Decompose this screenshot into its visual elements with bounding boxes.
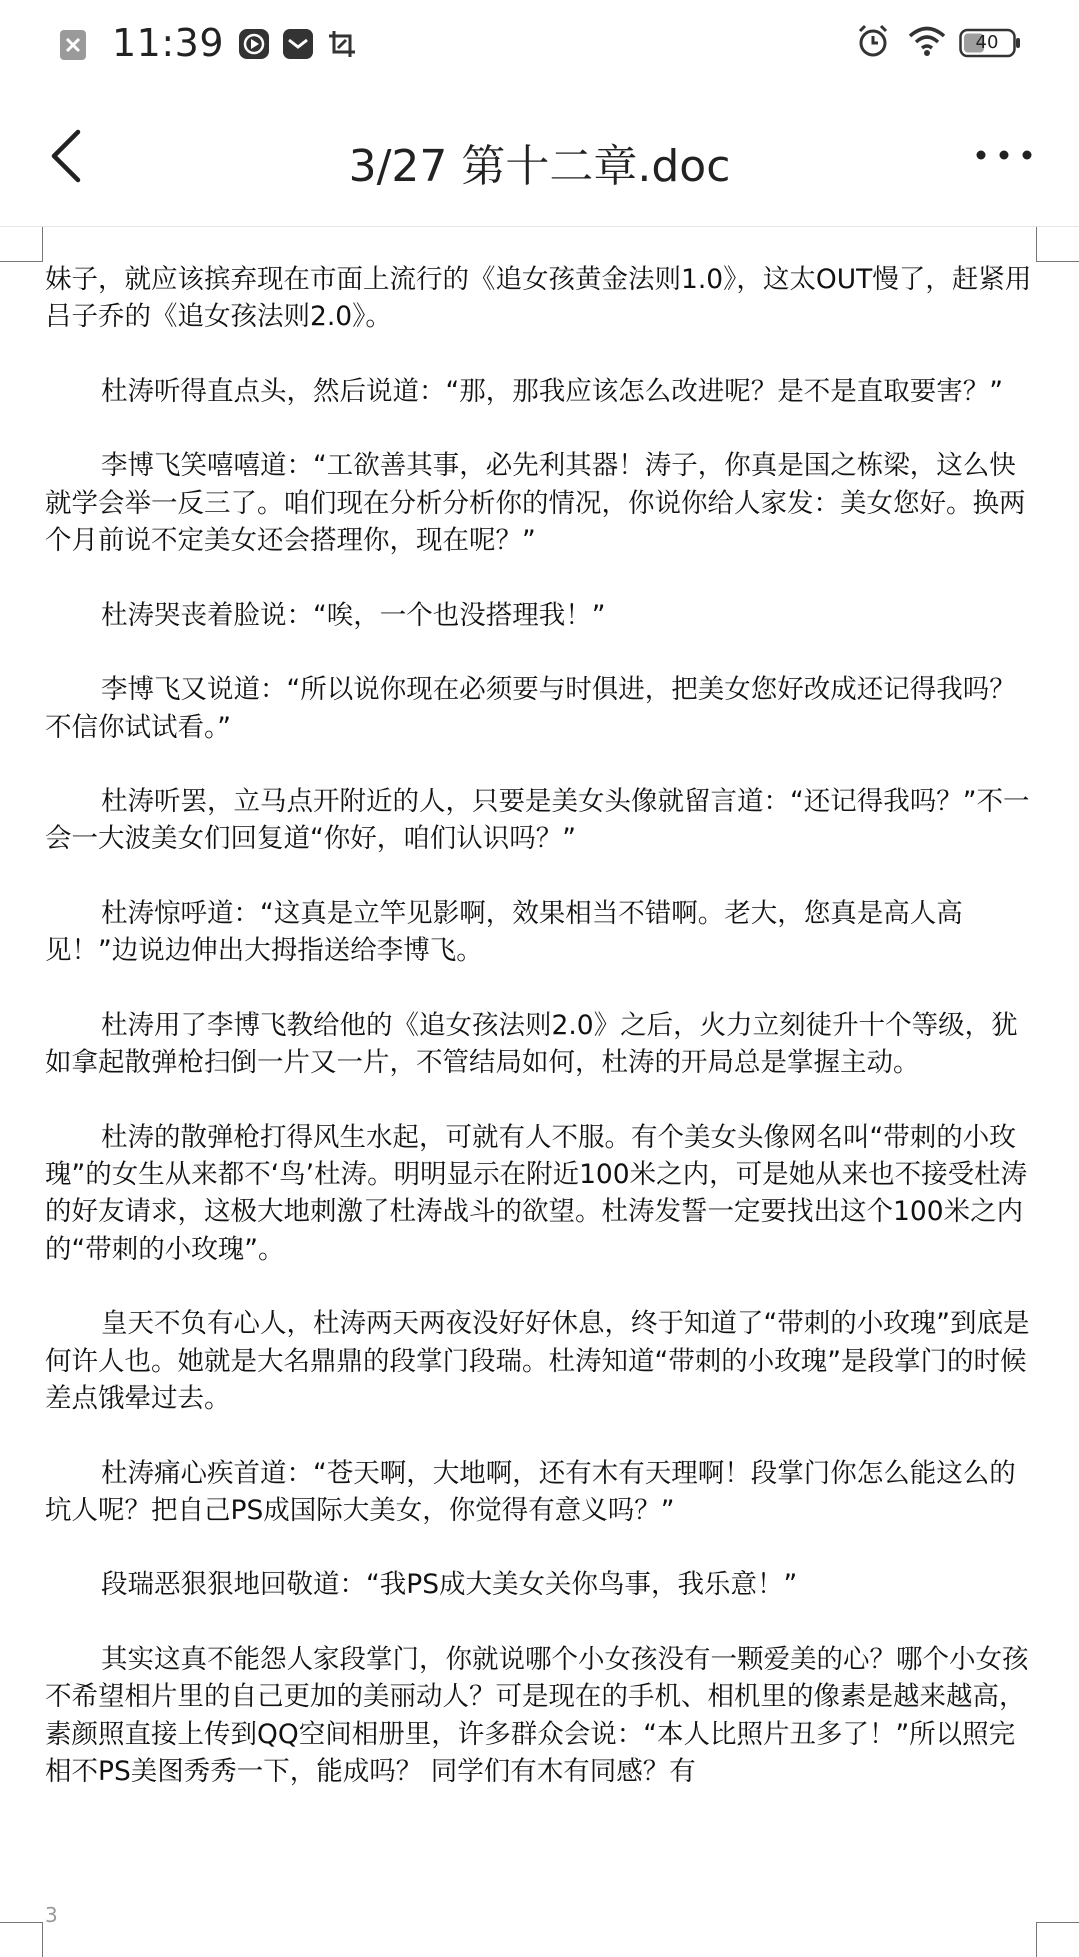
play-icon: [238, 28, 268, 58]
page-corner-mark: [0, 1922, 43, 1957]
paragraph: 杜涛用了李博飞教给他的《追女孩法则2.0》之后，火力立刻徒升十个等级，犹如拿起散弹枪扫倒一片又一片，不管结局如何，杜涛的开局总是掌握主动。: [45, 1009, 1018, 1079]
paragraph: 杜涛痛心疾首道：“苍天啊，大地啊，还有木有天理啊！段掌门你怎么能这么的坑人呢？把自己PS成国际大美女，你觉得有意义吗？”: [45, 1457, 1016, 1526]
notification-x-icon: [58, 28, 88, 58]
status-bar-right: [855, 20, 1021, 66]
battery-level: 40: [975, 32, 999, 53]
status-bar-left: [58, 18, 370, 68]
page-corner-mark: [1036, 1922, 1079, 1957]
alarm-icon: [855, 23, 891, 63]
paragraph: 其实这真不能怨人家段掌门，你就说哪个小女孩没有一颗爱美的心？哪个小女孩不希望相片里的自己更加的美丽动人？可是现在的手机、相机里的像素是越来越高，素颜照直接上传到QQ空间相册里，许多群众会说：“本人比照片丑多了！”所以照完相不PS美图秀秀一下，能成吗？ 同学们有木有同感？有: [45, 1643, 1029, 1787]
paragraph: 段瑞恶狠狠地回敬道：“我PS成大美女关你鸟事，我乐意！”: [101, 1569, 798, 1601]
wifi-icon: [907, 24, 947, 62]
page-corner-mark: [1036, 227, 1079, 262]
inbox-icon: [282, 28, 312, 58]
document-title: 3/27 第十二章.doc: [348, 141, 731, 192]
paragraph: 李博飞笑嘻嘻道：“工欲善其事，必先利其器！涛子，你真是国之栋梁，这么快就学会举一反三了。咱们现在分析分析你的情况，你说你给人家发：美女您好。换两个月前说不定美女还会搭理你，现在呢？”: [45, 450, 1026, 557]
more-dots-icon: [969, 165, 1039, 184]
battery-icon: [959, 28, 1021, 58]
screenshot-icon: [326, 28, 356, 58]
chevron-left-icon: [40, 175, 100, 194]
paragraph: 杜涛惊呼道：“这真是立竿见影啊，效果相当不错啊。老大，您真是高人高见！”边说边伸出大拇指送给李博飞。: [45, 898, 963, 967]
back-button[interactable]: [40, 122, 100, 190]
paragraph: 皇天不负有心人，杜涛两天两夜没好好休息，终于知道了“带刺的小玫瑰”到底是何许人也。她就是大名鼎鼎的段掌门段瑞。杜涛知道“带刺的小玫瑰”是段掌门的时候差点饿晕过去。: [45, 1308, 1030, 1414]
paragraph: 杜涛听罢，立马点开附近的人，只要是美女头像就留言道：“还记得我吗？”不一会一大波美女们回复道“你好，咱们认识吗？”: [45, 786, 1030, 855]
paragraph: 杜涛听得直点头，然后说道：“那，那我应该怎么改进呢？是不是直取要害？”: [101, 375, 1003, 407]
status-bar: [0, 0, 1079, 86]
paragraph: 杜涛哭丧着脸说：“唉，一个也没搭理我！”: [101, 599, 606, 631]
page-number: 3: [45, 1903, 58, 1927]
status-time: 11:39: [112, 21, 225, 65]
document-content[interactable]: [45, 261, 1035, 1827]
more-options-button[interactable]: [969, 130, 1039, 180]
paragraph: 李博飞又说道：“所以说你现在必须要与时俱进，把美女您好改成还记得我吗？不信你试试看。”: [45, 674, 1016, 743]
page-corner-mark: [0, 227, 43, 262]
paragraph: 杜涛的散弹枪打得风生水起，可就有人不服。有个美女头像网名叫“带刺的小玫瑰”的女生从来都不‘鸟’杜涛。明明显示在附近100米之内，可是她从来也不接受杜涛的好友请求，这极大地刺激了杜涛战斗的欲望。杜涛发誓一定要找出这个100米之内的“带刺的小玫瑰”。: [45, 1121, 1028, 1265]
app-bar: [0, 86, 1079, 226]
paragraph: 妹子，就应该摈弃现在市面上流行的《追女孩黄金法则1.0》，这太OUT慢了，赶紧用吕子乔的《追女孩法则2.0》。: [45, 264, 1032, 333]
app-bar-divider: [0, 226, 1079, 227]
